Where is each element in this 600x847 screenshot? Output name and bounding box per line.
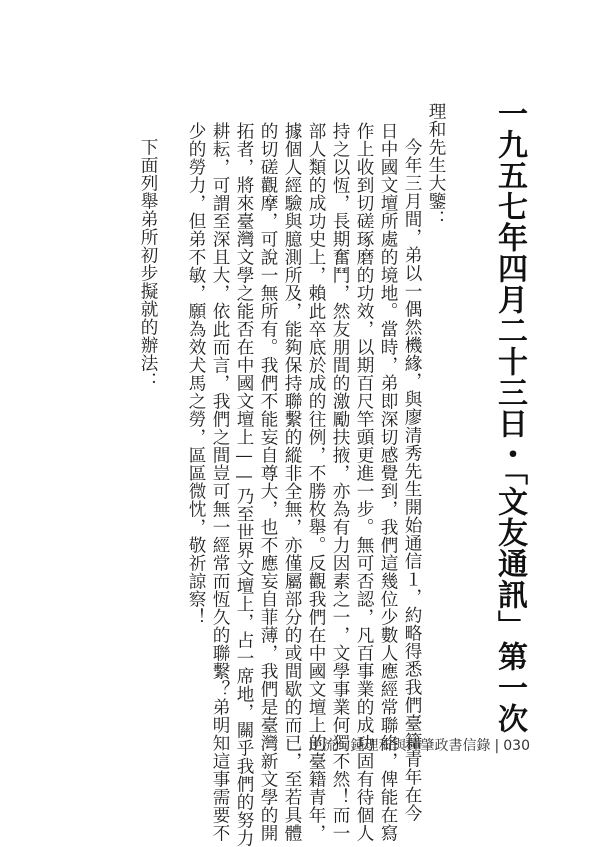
body-line-9: 耕耘，可謂至深且大，依此而言，我們之間豈可無一經常而恆久的聯繫？弟明知這事需要不 <box>210 122 230 842</box>
body-line-6: 據個人經驗與臆測所及，能夠保持聯繫的縱非全無，亦僅屬部分的或間歇的而已，至若具體 <box>282 122 302 842</box>
body-line-3: 作上收到切磋琢磨的功效，以期百尺竿頭更進一步。無可否認，凡百事業的成功固有待個人 <box>354 122 374 842</box>
body-line-2: 日中國文壇所處的境地。當時，弟即深切感覺到，我們這幾位少數人應經常聯絡，俾能在寫 <box>378 122 398 842</box>
page-number: 030 <box>503 738 530 754</box>
body-line-5: 部人類的成功史上，賴此卒底於成的往例，不勝枚舉。反觀我們在中國文壇上的臺籍青年， <box>306 122 326 842</box>
body-line-7: 的切磋觀摩，可說一無所有。我們不能妄自尊大，也不應妄自菲薄，我們是臺灣新文學的開 <box>258 122 278 842</box>
body-line-10: 少的勞力，但弟不敏，願為效犬馬之勞，區區微忱，敬祈諒察！ <box>186 122 206 626</box>
salutation: 理和先生大鑒： <box>426 102 446 228</box>
page-footer <box>309 735 530 755</box>
closing-line: 下面列舉弟所初步擬就的辦法： <box>138 138 158 390</box>
book-title: 逆流：鍾理和與鍾肇政書信錄 <box>308 738 491 754</box>
body-line-4: 持之以恆，長期奮鬥，然友朋間的激勵扶掖，亦為有力因素之一，文學事業何獨不然！而一 <box>330 122 350 842</box>
footer-separator: | <box>494 738 500 754</box>
body-line-8: 拓者，將來臺灣文學之能否在中國文壇上——乃至世界文壇上，占一席地，關乎我們的努力 <box>234 122 254 847</box>
letter-heading: 一九五七年四月二十三日・「文友通訊」第一次 <box>492 98 527 734</box>
body-line-1: 今年三月間，弟以一偶然機緣，與廖清秀先生開始通信１，約略得悉我們臺籍青年在今 <box>402 138 422 822</box>
